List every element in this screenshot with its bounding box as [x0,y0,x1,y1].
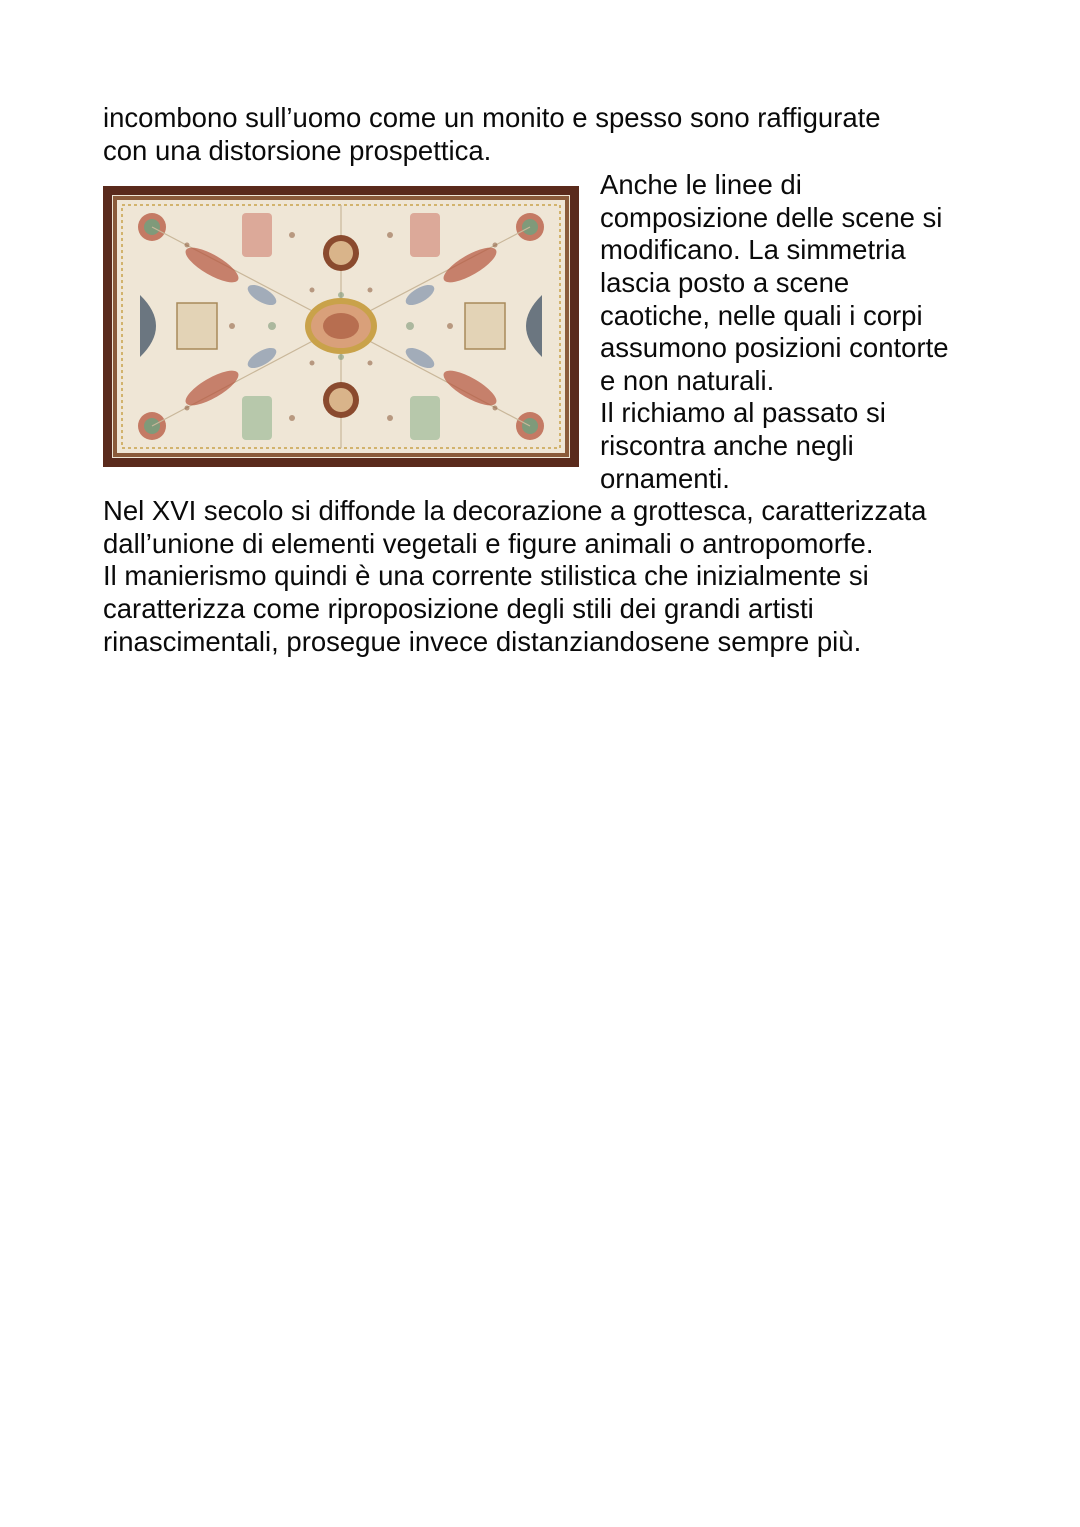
text-line: ornamenti. [600,462,730,494]
figure-row [103,169,983,495]
side-paragraph [600,169,990,495]
text-line: rinascimentali, prosegue invece distanziandosene sempre più. [103,625,862,657]
text-line: incombono sull’uomo come un monito e spesso sono raffigurate [103,102,881,133]
text-line: composizione delle scene si [600,201,943,233]
text-line: modificano. La simmetria [600,234,906,266]
text-line: Anche le linee di [600,169,802,201]
document-page [103,102,983,658]
text-line: e non naturali. [600,364,775,396]
text-line: riscontra anche negli [600,429,854,461]
text-line: caotiche, nelle quali i corpi [600,299,923,331]
grotesque-ceiling-picture [112,195,570,458]
text-line: con una distorsione prospettica. [103,134,492,166]
text-line: lascia posto a scene [600,266,850,298]
text-line: Il richiamo al passato si [600,397,886,429]
text-line: caratterizza come riproposizione degli stili dei grandi artisti [103,592,814,624]
fresco-image [103,186,579,467]
body-paragraph [103,495,983,658]
text-line: dall’unione di elementi vegetali e figure animali o antropomorfe. [103,527,874,559]
text-line: assumono posizioni contorte [600,332,949,364]
intro-paragraph [103,102,983,167]
text-line: Nel XVI secolo si diffonde la decorazione a grottesca, caratterizzata [103,495,927,527]
text-line: Il manierismo quindi è una corrente stilistica che inizialmente si [103,560,869,592]
